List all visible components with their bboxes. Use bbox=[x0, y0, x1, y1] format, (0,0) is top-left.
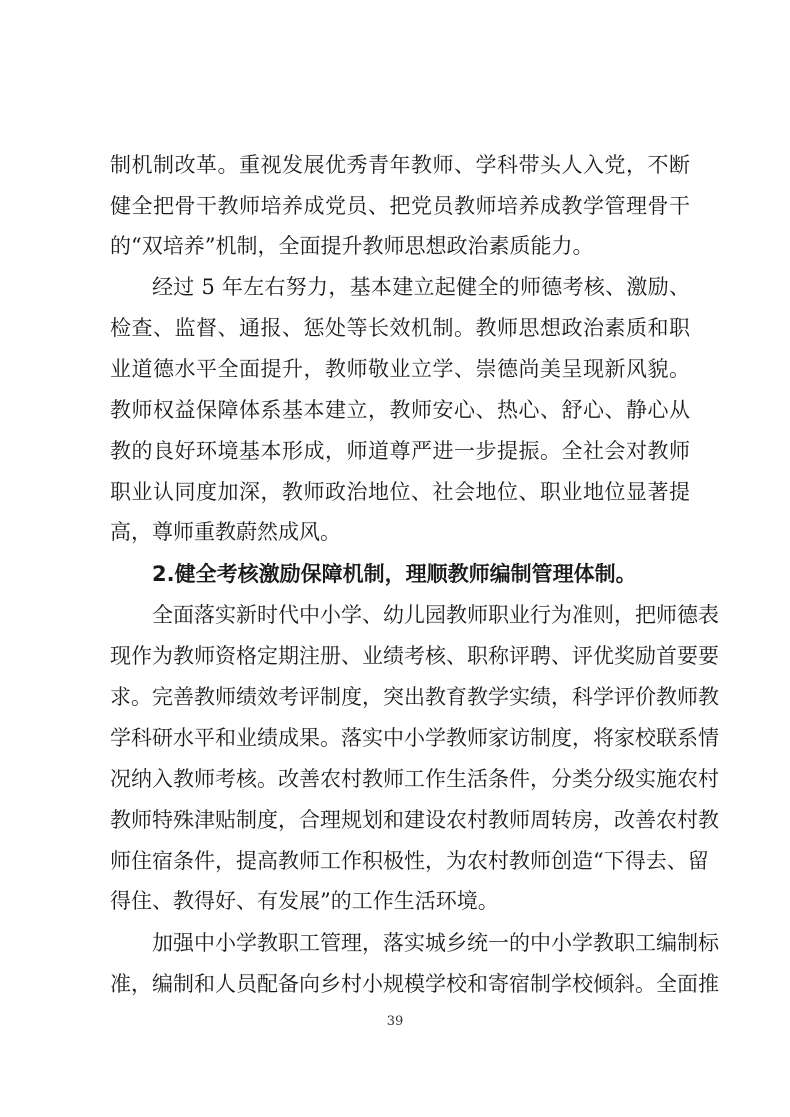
text-line: 业道德水平全面提升，教师敬业立学、崇德尚美呈现新风貌。 bbox=[110, 357, 690, 381]
text-line: 职业认同度加深，教师政治地位、社会地位、职业地位显著提 bbox=[110, 480, 690, 504]
text-line: 高，尊师重教蔚然成风。 bbox=[110, 520, 341, 544]
text-line: 检查、监督、通报、惩处等长效机制。教师思想政治素质和职 bbox=[110, 316, 690, 340]
text-line: 得住、教得好、有发展”的工作生活环境。 bbox=[110, 889, 499, 913]
text-line: 师住宿条件，提高教师工作积极性，为农村教师创造“下得去、留 bbox=[110, 849, 709, 873]
text-line: 求。完善教师绩效考评制度，突出教育教学实绩，科学评价教师教 bbox=[110, 685, 719, 709]
text-line: 经过 5 年左右努力，基本建立起健全的师德考核、激励、 bbox=[152, 275, 690, 299]
text-line: 况纳入教师考核。改善农村教师工作生活条件，分类分级实施农村 bbox=[110, 767, 719, 791]
text-line: 教的良好环境基本形成，师道尊严进一步提振。全社会对教师 bbox=[110, 439, 690, 463]
text-line: 教师特殊津贴制度，合理规划和建设农村教师周转房，改善农村教 bbox=[110, 808, 719, 832]
text-line: 现作为教师资格定期注册、业绩考核、职称评聘、评优奖励首要要 bbox=[110, 644, 719, 668]
section-heading: 2.健全考核激励保障机制，理顺教师编制管理体制。 bbox=[152, 562, 637, 586]
text-line: 制机制改革。重视发展优秀青年教师、学科带头人入党，不断 bbox=[110, 153, 690, 177]
text-line: 教师权益保障体系基本建立，教师安心、热心、舒心、静心从 bbox=[110, 398, 690, 422]
text-line: 健全把骨干教师培养成党员、把党员教师培养成教学管理骨干 bbox=[110, 194, 690, 218]
text-line: 加强中小学教职工管理，落实城乡统一的中小学教职工编制标 bbox=[152, 931, 719, 955]
text-line: 学科研水平和业绩成果。落实中小学教师家访制度，将家校联系情 bbox=[110, 726, 719, 750]
text-line: 准，编制和人员配备向乡村小规模学校和寄宿制学校倾斜。全面推 bbox=[110, 972, 719, 996]
text-line: 的“双培养”机制，全面提升教师思想政治素质能力。 bbox=[110, 234, 594, 258]
page-number: 39 bbox=[386, 1014, 404, 1029]
text-line: 全面落实新时代中小学、幼儿园教师职业行为准则，把师德表 bbox=[152, 603, 719, 627]
